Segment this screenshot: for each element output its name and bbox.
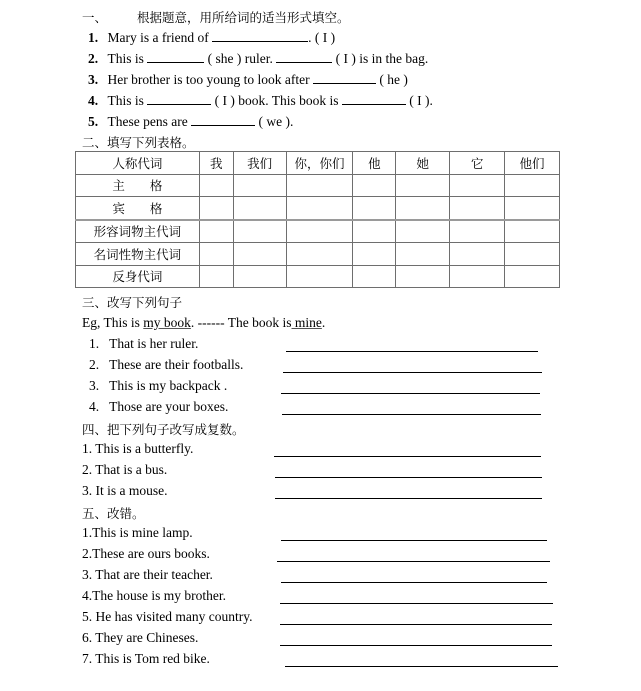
answer-cell[interactable] [396,197,450,220]
header-cell: 他 [353,152,396,175]
item-text: These pens are [107,114,192,129]
fill-blank[interactable] [147,50,204,63]
s5-item-1: 1.This is mine lamp. [82,525,193,540]
answer-cell[interactable] [396,220,450,243]
section1-heading [82,8,350,26]
answer-cell[interactable] [353,197,396,220]
answer-cell[interactable] [199,197,233,220]
answer-cell[interactable] [353,220,396,243]
item-number: 2. [88,51,99,66]
answer-cell[interactable] [286,265,353,288]
item-hint: ( I ). [405,93,433,108]
answer-cell[interactable] [450,220,505,243]
s5-item-2: 2.These are ours books. [82,546,210,561]
answer-cell[interactable] [396,243,450,266]
answer-cell[interactable] [233,265,286,288]
s1-item-4 [88,92,433,109]
row-label: 形容词物主代词 [76,220,200,243]
answer-line[interactable] [280,624,552,625]
s5-item-7: 7. This is Tom red bike. [82,651,210,666]
answer-cell[interactable] [199,243,233,266]
header-cell: 你，你们 [286,152,353,175]
section1-title: 根据题意，用所给词的适当形式填空。 [136,10,350,25]
section3-title: 三、改写下列句子 [82,295,183,310]
item-number: 4. [88,93,99,108]
s3-item-3 [89,378,227,394]
answer-cell[interactable] [233,220,286,243]
item-text: Her brother is too young to look after [107,72,313,87]
section1-number: 一、 [82,10,108,25]
example-text: Eg, This is [82,315,144,330]
answer-line[interactable] [281,393,540,394]
answer-cell[interactable] [199,265,233,288]
answer-cell[interactable] [353,265,396,288]
item-hint: ( we ). [255,114,294,129]
answer-cell[interactable] [199,220,233,243]
item-hint: . ( I ) [308,30,336,45]
item-text: This is my backpack . [109,378,228,393]
header-cell: 我 [199,152,233,175]
item-text: Mary is a friend of [107,30,213,45]
item-number: 2. [89,357,100,372]
item-text: This is [107,93,148,108]
header-cell: 人称代词 [76,152,200,175]
answer-line[interactable] [283,372,542,373]
item-number: 4. [89,399,100,414]
answer-cell[interactable] [286,220,353,243]
item-number: 1. [89,336,100,351]
s5-item-3: 3. That are their teacher. [82,567,213,582]
s3-item-1 [89,336,198,352]
row-label: 宾 格 [76,197,200,220]
answer-cell[interactable] [396,265,450,288]
item-text: These are their footballs. [109,357,244,372]
section5-title: 五、改错。 [82,506,145,521]
answer-cell[interactable] [286,243,353,266]
s3-item-4 [89,399,228,415]
header-cell: 他们 [505,152,560,175]
answer-cell[interactable] [505,197,560,220]
answer-cell[interactable] [505,243,560,266]
answer-line[interactable] [280,645,552,646]
fill-blank[interactable] [342,92,406,105]
answer-cell[interactable] [233,174,286,197]
header-cell: 我们 [233,152,286,175]
row-label: 主 格 [76,174,200,197]
section3-example [82,315,325,331]
s4-item-3: 3. It is a mouse. [82,483,168,498]
answer-cell[interactable] [396,174,450,197]
example-text: . ------ The book is [190,315,292,330]
item-text: ( I ) is in the bag. [332,51,429,66]
answer-cell[interactable] [450,243,505,266]
example-underlined: mine [291,315,322,330]
answer-cell[interactable] [199,174,233,197]
section4-title: 四、把下列句子改写成复数。 [82,422,245,437]
answer-cell[interactable] [450,174,505,197]
s1-item-1 [88,29,335,46]
table-row [76,265,560,288]
answer-line[interactable] [281,582,547,583]
table-row [76,243,560,266]
item-text: That is her ruler. [109,336,199,351]
answer-line[interactable] [275,498,542,499]
row-label: 名词性物主代词 [76,243,200,266]
answer-cell[interactable] [233,243,286,266]
answer-cell[interactable] [286,197,353,220]
fill-blank[interactable] [313,71,376,84]
fill-blank[interactable] [212,29,308,42]
item-number: 3. [89,378,100,393]
item-number: 3. [88,72,99,87]
fill-blank[interactable] [191,113,255,126]
s1-item-2 [88,50,428,67]
table-row [76,197,560,220]
s4-item-2: 2. That is a bus. [82,462,168,477]
s3-item-2 [89,357,243,373]
answer-line[interactable] [282,414,541,415]
answer-cell[interactable] [353,174,396,197]
answer-cell[interactable] [353,243,396,266]
answer-line[interactable] [275,477,542,478]
answer-cell[interactable] [450,197,505,220]
table-row [76,220,560,243]
answer-line[interactable] [285,666,558,667]
pronoun-table [75,151,560,288]
answer-line[interactable] [280,603,553,604]
s5-item-4: 4.The house is my brother. [82,588,226,603]
answer-cell[interactable] [505,174,560,197]
example-underlined: my book [143,315,191,330]
header-cell: 它 [450,152,505,175]
table-header-row [76,152,560,175]
s5-item-5: 5. He has visited many country. [82,609,253,624]
item-text: ( she ) ruler. [204,51,277,66]
item-text: ( I ) book. This book is [211,93,342,108]
answer-cell[interactable] [286,174,353,197]
fill-blank[interactable] [147,92,211,105]
section2-title: 二、填写下列表格。 [82,135,195,150]
item-text: This is [107,51,148,66]
example-text: . [321,315,326,330]
s4-item-1: 1. This is a butterfly. [82,441,194,456]
answer-line[interactable] [274,456,541,457]
row-label: 反身代词 [76,265,200,288]
answer-line[interactable] [277,561,550,562]
s1-item-3 [88,71,408,88]
header-cell: 她 [396,152,450,175]
item-text: Those are your boxes. [109,399,229,414]
s5-item-6: 6. They are Chineses. [82,630,199,645]
fill-blank[interactable] [276,50,332,63]
answer-cell[interactable] [450,265,505,288]
item-number: 5. [88,114,99,129]
answer-cell[interactable] [505,220,560,243]
table-row [76,174,560,197]
answer-line[interactable] [286,351,538,352]
item-number: 1. [88,30,99,45]
answer-line[interactable] [281,540,547,541]
answer-cell[interactable] [505,265,560,288]
answer-cell[interactable] [233,197,286,220]
item-hint: ( he ) [375,72,408,87]
s1-item-5 [88,113,293,130]
